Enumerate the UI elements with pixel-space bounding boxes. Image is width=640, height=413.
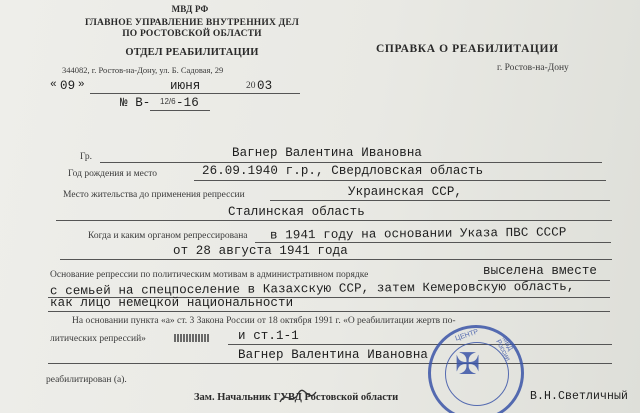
name-label: Гр. [80, 152, 93, 162]
number-label: № В- [120, 96, 151, 110]
date-month: июня [170, 79, 201, 93]
org-line-1: ГЛАВНОЕ УПРАВЛЕНИЕ ВНУТРЕННИХ ДЕЛ [84, 18, 300, 28]
when-underline-2 [60, 259, 612, 260]
date-day: 09 [60, 79, 76, 93]
birth-value: 26.09.1940 г.р., Свердловская область [202, 164, 484, 178]
signer-position: Зам. Начальник ГУВД Ростовской области [194, 392, 399, 403]
residence-underline-1 [270, 200, 610, 201]
law-line-2-a: литических репрессий» [50, 334, 146, 344]
basis-line-1: выселена вместе [483, 264, 598, 278]
basis-line-2: с семьей на спецпоселение в Казахскую ССР, затем Кемеровскую область, [49, 279, 575, 299]
name-repeat: Вагнер Валентина Ивановна [238, 348, 429, 362]
basis-line-3: как лицо немецкой национальности [50, 296, 294, 310]
name-repeat-line [48, 363, 612, 364]
number-line [150, 110, 210, 111]
residence-line-2: Сталинская область [228, 205, 365, 219]
when-label: Когда и каким органом репрессирована [88, 231, 248, 241]
org-line-2: ПО РОСТОВСКОЙ ОБЛАСТИ [122, 29, 262, 39]
eagle-emblem-icon: ✠ [455, 348, 481, 381]
stamp-ring-text: МВД России [494, 335, 514, 363]
address: 344082, г. Ростов-на-Дону, ул. Б. Садовая, 29 [62, 65, 224, 75]
number-typed: -16 [176, 96, 199, 110]
date-line [90, 93, 300, 94]
city: г. Ростов-на-Дону [497, 63, 569, 73]
date-year-prefix: 20 [246, 81, 256, 91]
struck-out-text [174, 334, 210, 342]
stamp-center-text: ЦЕНТР [454, 328, 480, 343]
signer-name: В.Н.Светличный [530, 390, 629, 403]
date-quote-open: « [50, 79, 57, 91]
when-underline-1 [255, 242, 611, 243]
rehabilitated-label: реабилитирован (а). [46, 375, 127, 385]
residence-line-1: Украинская ССР, [348, 185, 463, 199]
basis-label: Основание репрессии по политическим мотивам в административном порядке [50, 270, 369, 280]
number-handwritten: 12/6 [160, 97, 176, 106]
department: ОТДЕЛ РЕАБИЛИТАЦИИ [125, 47, 259, 58]
signature-scribble [278, 388, 318, 408]
law-line-2-b: и ст.1-1 [238, 329, 299, 343]
law-underline [228, 344, 612, 345]
date-quote-close: » [78, 79, 85, 91]
official-stamp [428, 325, 524, 413]
residence-underline-2 [56, 220, 612, 221]
law-line-1: На основании пункта «а» ст. 3 Закона России от 18 октября 1991 г. «О реабилитации жертв по- [72, 316, 456, 326]
when-line-2: от 28 августа 1941 года [173, 244, 348, 258]
name-line [100, 162, 602, 163]
basis-underline-3 [48, 311, 610, 312]
date-year: 03 [257, 79, 273, 93]
ministry: МВД РФ [171, 4, 209, 14]
birth-line [194, 180, 606, 181]
when-line-1: в 1941 году на основании Указа ПВС СССР [269, 225, 567, 243]
residence-label: Место жительства до применения репрессии [63, 190, 245, 200]
name-value: Вагнер Валентина Ивановна [232, 146, 423, 160]
document-title: СПРАВКА О РЕАБИЛИТАЦИИ [376, 43, 559, 55]
birth-label: Год рождения и место [68, 169, 158, 179]
